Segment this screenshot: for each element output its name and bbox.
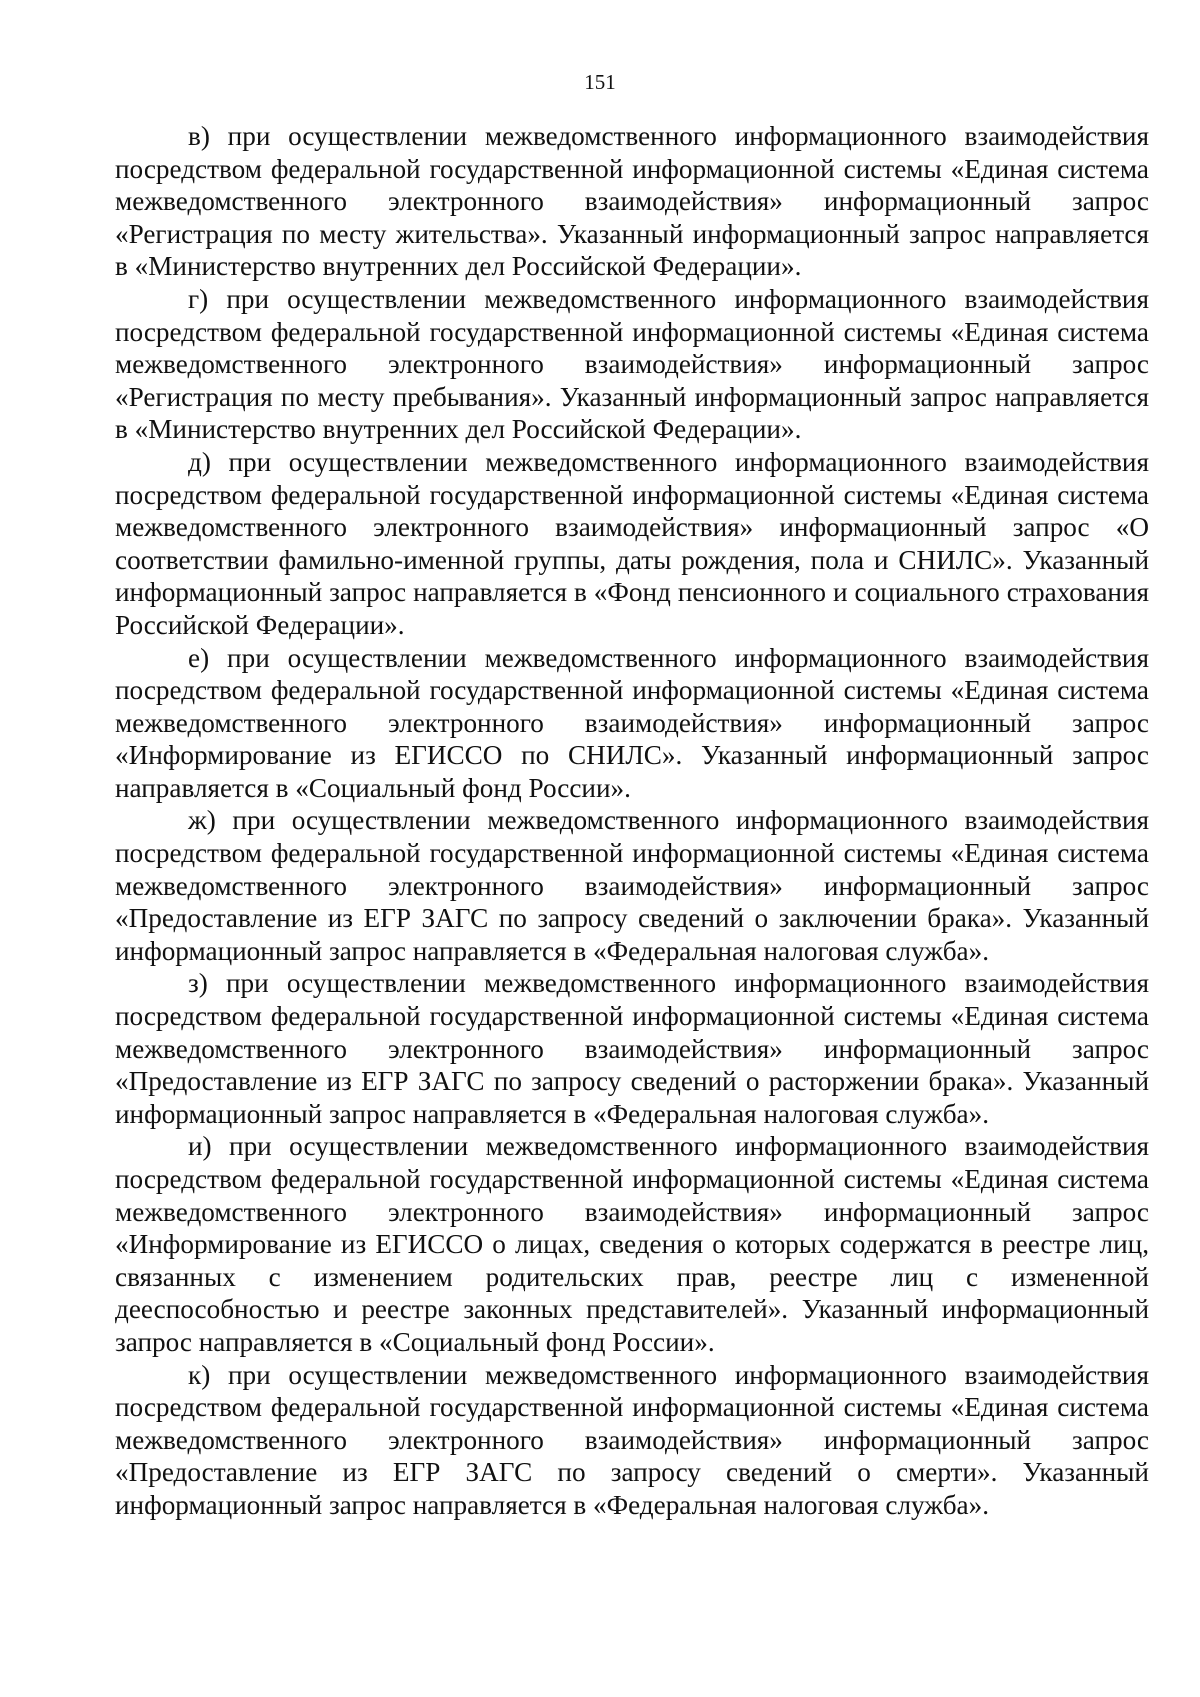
paragraph-z: з) при осуществлении межведомственного информационного взаимодействия посредством федеральной государственной информационной системы «Единая система межведомственного электронного взаимодействия» информационный запрос «Предоставление из ЕГР ЗАГС по запросу сведений о расторжении брака». Указанный информационный запрос направляется в «Федеральная налоговая служба». <box>115 968 1149 1129</box>
paragraph-d: д) при осуществлении межведомственного информационного взаимодействия посредством федеральной государственной информационной системы «Единая система межведомственного электронного взаимодействия» информационный запрос «О соответствии фамильно-именной группы, даты рождения, пола и СНИЛС». Указанный информационный запрос направляется в «Фонд пенсионного и социального страхования Российской Федерации». <box>115 446 1149 640</box>
paragraph-zh: ж) при осуществлении межведомственного информационного взаимодействия посредством федеральной государственной информационной системы «Единая система межведомственного электронного взаимодействия» информационный запрос «Предоставление из ЕГР ЗАГС по запросу сведений о заключении брака». Указанный информационный запрос направляется в «Федеральная налоговая служба». <box>115 805 1149 966</box>
paragraph-i: и) при осуществлении межведомственного информационного взаимодействия посредством федеральной государственной информационной системы «Единая система межведомственного электронного взаимодействия» информационный запрос «Информирование из ЕГИССО о лицах, сведения о которых содержатся в реестре лиц, связанных с изменением родительских прав, реестре лиц с измененной дееспособностью и реестре законных представителей». Указанный информационный запрос направляется в «Социальный фонд России». <box>115 1131 1149 1357</box>
paragraph-g: г) при осуществлении межведомственного информационного взаимодействия посредством федеральной государственной информационной системы «Единая система межведомственного электронного взаимодействия» информационный запрос «Регистрация по месту пребывания». Указанный информационный запрос направляется в «Министерство внутренних дел Российской Федерации». <box>115 283 1149 445</box>
paragraph-e: е) при осуществлении межведомственного информационного взаимодействия посредством федеральной государственной информационной системы «Единая система межведомственного электронного взаимодействия» информационный запрос «Информирование из ЕГИССО по СНИЛС». Указанный информационный запрос направляется в «Социальный фонд России». <box>115 642 1149 803</box>
page-number: 151 <box>584 70 616 94</box>
paragraph-k: к) при осуществлении межведомственного информационного взаимодействия посредством федеральной государственной информационной системы «Единая система межведомственного электронного взаимодействия» информационный запрос «Предоставление из ЕГР ЗАГС по запросу сведений о смерти». Указанный информационный запрос направляется в «Федеральная налоговая служба». <box>115 1359 1149 1520</box>
paragraph-v: в) при осуществлении межведомственного информационного взаимодействия посредством федеральной государственной информационной системы «Единая система межведомственного электронного взаимодействия» информационный запрос «Регистрация по месту жительства». Указанный информационный запрос направляется в «Министерство внутренних дел Российской Федерации». <box>115 121 1149 282</box>
document-body <box>115 120 1149 1522</box>
